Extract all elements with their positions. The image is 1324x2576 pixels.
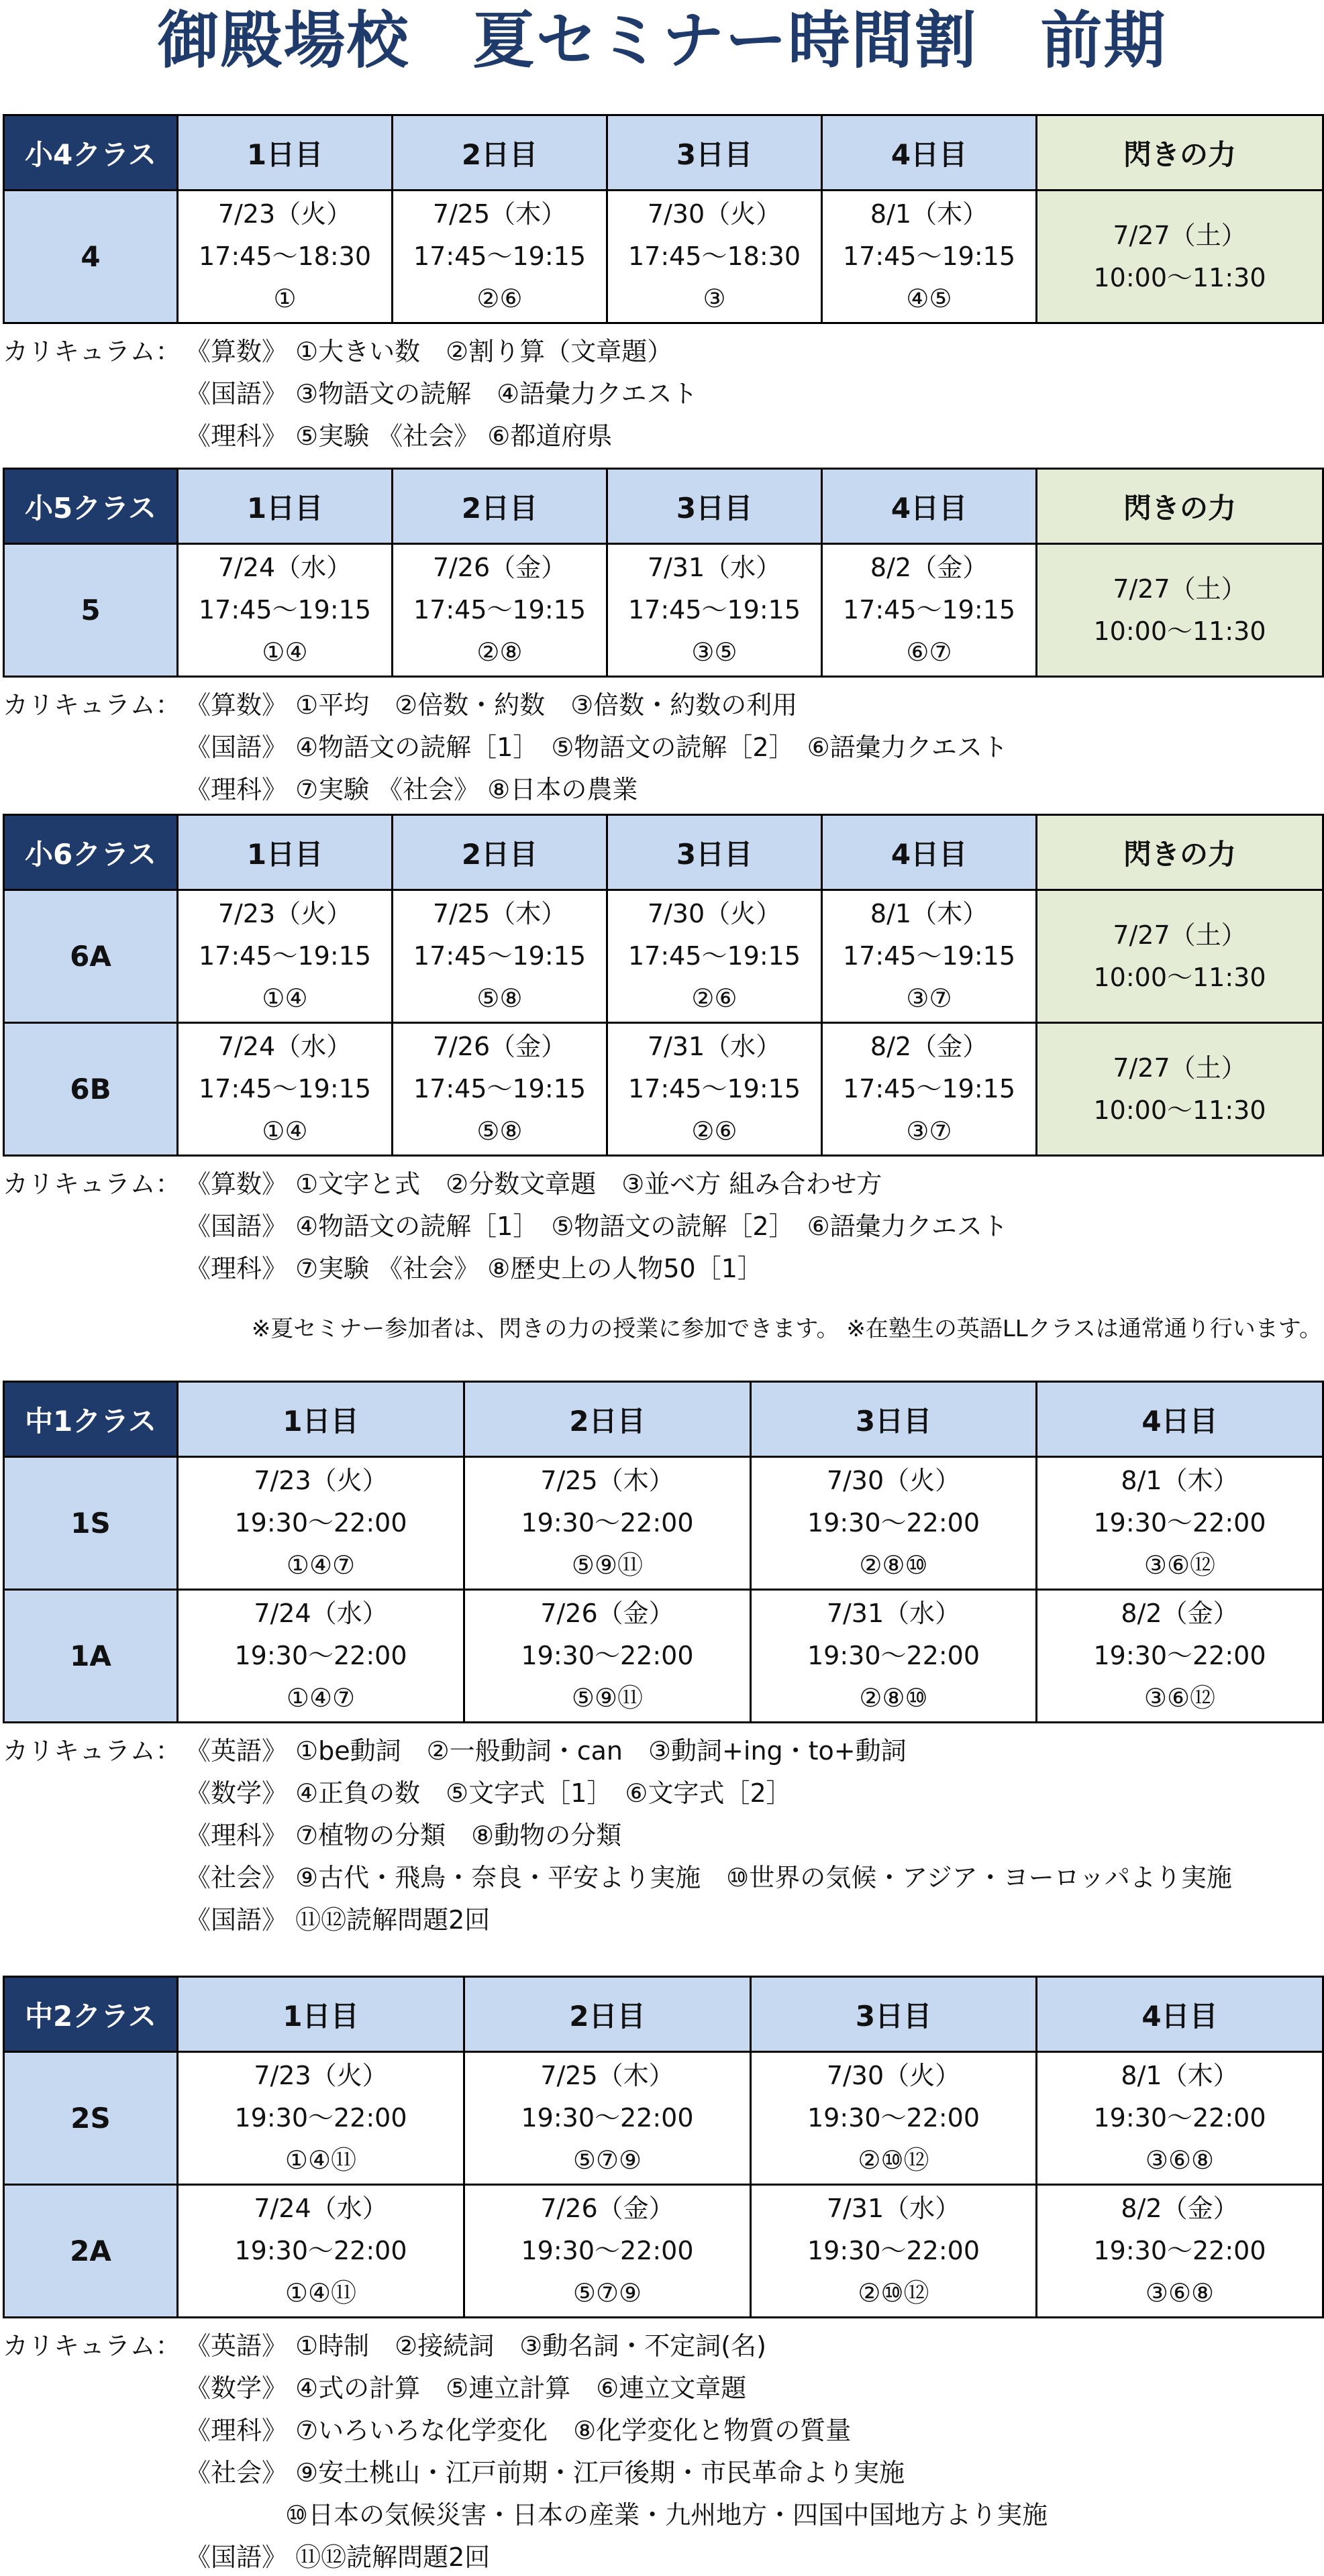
topics: ④⑤ xyxy=(906,284,952,313)
curriculum-line xyxy=(3,2449,1322,2491)
schedule-cell xyxy=(751,2185,1037,2318)
date: 7/26（金） xyxy=(432,1032,567,1061)
time: 10:00～11:30 xyxy=(1093,962,1266,992)
date: 7/24（水） xyxy=(217,1032,352,1061)
time: 19:30～22:00 xyxy=(1093,2236,1266,2265)
day-header: 1日目 xyxy=(178,1977,464,2052)
curriculum-line xyxy=(3,2322,1322,2365)
curriculum-text: 《英語》 ①be動詞 ②一般動詞・can ③動詞+ing・to+動詞 xyxy=(185,1736,907,1766)
date: 7/24（水） xyxy=(254,1599,388,1628)
time: 19:30～22:00 xyxy=(234,2103,407,2133)
topics: ⑤⑧ xyxy=(476,983,523,1013)
flash-cell xyxy=(1037,544,1323,677)
curriculum xyxy=(3,328,1322,455)
day-header: 3日目 xyxy=(751,1382,1037,1457)
schedule-cell xyxy=(178,1590,464,1723)
curriculum-line xyxy=(3,1161,1322,1203)
time: 19:30～22:00 xyxy=(807,1508,980,1538)
topics: ②⑧ xyxy=(476,637,523,667)
day-header: 4日目 xyxy=(1037,1382,1323,1457)
class-name-header: 小6クラス xyxy=(4,815,178,890)
curriculum-line xyxy=(3,1812,1322,1854)
time: 17:45～19:15 xyxy=(198,1074,372,1104)
day-header: 1日目 xyxy=(178,1382,464,1457)
topics: ③⑥⑧ xyxy=(1145,2145,1215,2175)
class-name-header: 小5クラス xyxy=(4,469,178,544)
date: 7/27（土） xyxy=(1113,1053,1247,1083)
time: 19:30～22:00 xyxy=(1093,1508,1266,1538)
curriculum-prefix: カリキュラム： xyxy=(3,1169,181,1199)
curriculum-prefix: カリキュラム： xyxy=(3,1736,181,1766)
topics: ①④⑦ xyxy=(286,1683,356,1713)
topics: ①④⑦ xyxy=(286,1550,356,1580)
curriculum-line xyxy=(3,1727,1322,1770)
schedule-elementary-5 xyxy=(3,468,1322,808)
topics: ③⑥⑫ xyxy=(1143,1683,1216,1713)
date: 7/30（火） xyxy=(647,899,782,928)
day-header: 3日目 xyxy=(607,115,822,191)
schedule-cell xyxy=(393,890,607,1023)
time: 17:45～19:15 xyxy=(198,595,372,625)
curriculum-text: 《数学》 ④式の計算 ⑤連立計算 ⑥連立文章題 xyxy=(185,2373,747,2403)
date: 8/2（金） xyxy=(870,1032,988,1061)
curriculum-text: 《理科》 ⑦実験 《社会》 ⑧歴史上の人物50［1］ xyxy=(185,1254,763,1283)
curriculum-text: 《理科》 ⑦実験 《社会》 ⑧日本の農業 xyxy=(185,775,638,804)
time: 17:45～19:15 xyxy=(627,1074,801,1104)
date: 8/1（木） xyxy=(1121,2061,1239,2090)
date: 7/31（水） xyxy=(826,2194,961,2223)
timetable xyxy=(3,114,1324,324)
date: 7/25（木） xyxy=(432,199,567,229)
time: 17:45～19:15 xyxy=(842,595,1016,625)
row-label: 2S xyxy=(4,2052,178,2185)
curriculum-text: 《国語》 ④物語文の読解［1］ ⑤物語文の読解［2］ ⑥語彙力クエスト xyxy=(185,1212,1008,1241)
time: 19:30～22:00 xyxy=(234,1508,407,1538)
date: 8/1（木） xyxy=(870,899,988,928)
topics: ③⑥⑫ xyxy=(1143,1550,1216,1580)
time: 17:45～19:15 xyxy=(198,941,372,971)
curriculum-line xyxy=(3,413,1322,455)
time: 19:30～22:00 xyxy=(521,2103,694,2133)
day-header: 3日目 xyxy=(751,1977,1037,2052)
topics: ⑤⑦⑨ xyxy=(572,2278,642,2308)
schedule-cell xyxy=(178,191,393,323)
topics: ②⑧⑩ xyxy=(859,1683,928,1713)
schedule-cell xyxy=(1037,2052,1323,2185)
date: 7/23（火） xyxy=(217,899,352,928)
date: 7/23（火） xyxy=(217,199,352,229)
time: 10:00～11:30 xyxy=(1093,262,1266,292)
schedule-cell xyxy=(178,890,393,1023)
topics: ②⑥ xyxy=(691,1116,737,1146)
topics: ① xyxy=(273,284,297,313)
date: 7/26（金） xyxy=(540,2194,674,2223)
curriculum-text: 《英語》 ①時制 ②接続詞 ③動名詞・不定詞(名) xyxy=(185,2331,766,2361)
curriculum-text: 《算数》 ①文字と式 ②分数文章題 ③並べ方 組み合わせ方 xyxy=(185,1169,882,1199)
date: 7/27（土） xyxy=(1113,920,1247,950)
participation-note: ※夏セミナー参加者は、閃きの力の授業に参加できます。 ※在塾生の英語LLクラスは通常通り行います。 xyxy=(251,1316,1322,1342)
curriculum-line xyxy=(3,1770,1322,1812)
time: 17:45～19:15 xyxy=(413,941,587,971)
date: 7/25（木） xyxy=(432,899,567,928)
curriculum-line xyxy=(3,1245,1322,1287)
row-label: 6B xyxy=(4,1023,178,1156)
day-header: 2日目 xyxy=(464,1382,751,1457)
curriculum-line xyxy=(3,1896,1322,1939)
topics: ⑤⑨⑪ xyxy=(571,1683,644,1713)
schedule-cell xyxy=(822,544,1037,677)
schedule-middle-1 xyxy=(3,1381,1322,1939)
schedule-cell xyxy=(464,2185,751,2318)
flash-cell xyxy=(1037,191,1323,323)
topics: ⑤⑦⑨ xyxy=(572,2145,642,2175)
date: 7/25（木） xyxy=(540,1466,674,1495)
topics: ①④ xyxy=(262,983,308,1013)
topics: ②⑥ xyxy=(476,284,523,313)
curriculum-text: 《算数》 ①大きい数 ②割り算（文章題） xyxy=(185,337,673,366)
curriculum-line xyxy=(3,682,1322,724)
timetable xyxy=(3,468,1324,678)
date: 8/1（木） xyxy=(870,199,988,229)
curriculum-text: 《算数》 ①平均 ②倍数・約数 ③倍数・約数の利用 xyxy=(185,690,798,720)
date: 7/31（水） xyxy=(647,553,782,582)
curriculum-line xyxy=(3,1203,1322,1245)
time: 17:45～19:15 xyxy=(413,1074,587,1104)
curriculum-text: 《社会》 ⑨安土桃山・江戸前期・江戸後期・市民革命より実施 xyxy=(185,2458,905,2487)
date: 7/23（火） xyxy=(254,2061,388,2090)
day-header: 2日目 xyxy=(393,115,607,191)
curriculum-text: 《社会》 ⑨古代・飛鳥・奈良・平安より実施 ⑩世界の気候・アジア・ヨーロッパより実施 xyxy=(185,1863,1232,1892)
topics: ⑥⑦ xyxy=(906,637,952,667)
curriculum-prefix: カリキュラム： xyxy=(3,2331,181,2361)
schedule-cell xyxy=(464,1457,751,1590)
curriculum xyxy=(3,1161,1322,1287)
curriculum-line xyxy=(3,766,1322,808)
time: 17:45～19:15 xyxy=(842,941,1016,971)
curriculum xyxy=(3,1727,1322,1939)
schedule-cell xyxy=(822,1023,1037,1156)
curriculum-line xyxy=(3,724,1322,766)
schedule-cell xyxy=(393,1023,607,1156)
schedule-cell xyxy=(464,2052,751,2185)
day-header: 1日目 xyxy=(178,115,393,191)
flash-header: 閃きの力 xyxy=(1037,815,1323,890)
curriculum xyxy=(3,682,1322,808)
day-header: 3日目 xyxy=(607,815,822,890)
schedule-cell xyxy=(822,890,1037,1023)
schedule-cell xyxy=(178,544,393,677)
curriculum-line xyxy=(3,2534,1322,2576)
curriculum-text: 《国語》 ④物語文の読解［1］ ⑤物語文の読解［2］ ⑥語彙力クエスト xyxy=(185,733,1008,762)
date: 7/25（木） xyxy=(540,2061,674,2090)
timetable xyxy=(3,814,1324,1157)
schedule-cell xyxy=(751,2052,1037,2185)
curriculum-line xyxy=(3,370,1322,413)
curriculum-prefix: カリキュラム： xyxy=(3,337,181,366)
topics: ③⑤ xyxy=(691,637,737,667)
date: 7/30（火） xyxy=(647,199,782,229)
date: 8/2（金） xyxy=(1121,2194,1239,2223)
curriculum-line xyxy=(3,2491,1322,2534)
schedule-cell xyxy=(393,544,607,677)
topics: ②⑩⑫ xyxy=(858,2145,929,2175)
time: 17:45～18:30 xyxy=(627,241,801,271)
class-name-header: 小4クラス xyxy=(4,115,178,191)
curriculum-line xyxy=(3,1854,1322,1896)
date: 7/26（金） xyxy=(432,553,567,582)
schedule-elementary-4 xyxy=(3,114,1322,455)
time: 17:45～19:15 xyxy=(842,1074,1016,1104)
flash-header: 閃きの力 xyxy=(1037,115,1323,191)
time: 10:00～11:30 xyxy=(1093,1095,1266,1125)
date: 8/1（木） xyxy=(1121,1466,1239,1495)
topics: ②⑧⑩ xyxy=(859,1550,928,1580)
schedule-cell xyxy=(178,2052,464,2185)
schedule-cell xyxy=(751,1590,1037,1723)
topics: ③⑦ xyxy=(906,1116,952,1146)
row-label: 1S xyxy=(4,1457,178,1590)
time: 10:00～11:30 xyxy=(1093,616,1266,646)
time: 17:45～19:15 xyxy=(842,241,1016,271)
date: 7/26（金） xyxy=(540,1599,674,1628)
time: 19:30～22:00 xyxy=(807,2103,980,2133)
day-header: 4日目 xyxy=(1037,1977,1323,2052)
date: 7/30（火） xyxy=(826,2061,961,2090)
time: 17:45～18:30 xyxy=(198,241,372,271)
flash-cell xyxy=(1037,890,1323,1023)
curriculum-text: 《理科》 ⑦植物の分類 ⑧動物の分類 xyxy=(185,1821,622,1850)
flash-cell xyxy=(1037,1023,1323,1156)
curriculum-text: ⑩日本の気候災害・日本の産業・九州地方・四国中国地方より実施 xyxy=(285,2500,1048,2530)
class-name-header: 中1クラス xyxy=(4,1382,178,1457)
time: 19:30～22:00 xyxy=(521,1508,694,1538)
date: 7/31（水） xyxy=(647,1032,782,1061)
schedule-cell xyxy=(178,1457,464,1590)
time: 17:45～19:15 xyxy=(627,941,801,971)
time: 19:30～22:00 xyxy=(1093,2103,1266,2133)
day-header: 2日目 xyxy=(464,1977,751,2052)
topics: ①④⑪ xyxy=(285,2145,357,2175)
schedule-cell xyxy=(178,2185,464,2318)
schedule-cell xyxy=(393,191,607,323)
schedule-cell xyxy=(607,890,822,1023)
topics: ②⑥ xyxy=(691,983,737,1013)
time: 19:30～22:00 xyxy=(234,1641,407,1670)
topics: ③⑦ xyxy=(906,983,952,1013)
curriculum-text: 《理科》 ⑤実験 《社会》 ⑥都道府県 xyxy=(185,421,613,451)
date: 7/27（土） xyxy=(1113,574,1247,604)
class-name-header: 中2クラス xyxy=(4,1977,178,2052)
row-label: 6A xyxy=(4,890,178,1023)
date: 7/23（火） xyxy=(254,1466,388,1495)
date: 7/30（火） xyxy=(826,1466,961,1495)
schedule-cell xyxy=(178,1023,393,1156)
time: 19:30～22:00 xyxy=(521,1641,694,1670)
schedule-cell xyxy=(1037,1590,1323,1723)
time: 19:30～22:00 xyxy=(807,1641,980,1670)
time: 17:45～19:15 xyxy=(627,595,801,625)
date: 7/27（土） xyxy=(1113,220,1247,250)
schedule-cell xyxy=(607,544,822,677)
schedule-cell xyxy=(1037,1457,1323,1590)
row-label: 2A xyxy=(4,2185,178,2318)
day-header: 3日目 xyxy=(607,469,822,544)
topics: ①④⑪ xyxy=(285,2278,357,2308)
curriculum-text: 《数学》 ④正負の数 ⑤文字式［1］ ⑥文字式［2］ xyxy=(185,1778,792,1808)
curriculum-line xyxy=(3,328,1322,370)
time: 19:30～22:00 xyxy=(1093,1641,1266,1670)
topics: ③⑥⑧ xyxy=(1145,2278,1215,2308)
timetable xyxy=(3,1381,1324,1723)
page-title: 御殿場校 夏セミナー時間割 前期 xyxy=(157,5,1167,76)
topics: ⑤⑨⑪ xyxy=(571,1550,644,1580)
day-header: 2日目 xyxy=(393,815,607,890)
topics: ②⑩⑫ xyxy=(858,2278,929,2308)
flash-header: 閃きの力 xyxy=(1037,469,1323,544)
schedule-middle-2 xyxy=(3,1976,1322,2576)
date: 8/2（金） xyxy=(870,553,988,582)
topics: ⑤⑧ xyxy=(476,1116,523,1146)
time: 19:30～22:00 xyxy=(234,2236,407,2265)
topics: ①④ xyxy=(262,637,308,667)
date: 7/24（水） xyxy=(254,2194,388,2223)
date: 7/31（水） xyxy=(826,1599,961,1628)
curriculum-prefix: カリキュラム： xyxy=(3,690,181,720)
curriculum-line xyxy=(3,2407,1322,2449)
schedule-cell xyxy=(751,1457,1037,1590)
timetable xyxy=(3,1976,1324,2318)
date: 8/2（金） xyxy=(1121,1599,1239,1628)
curriculum-text: 《国語》 ③物語文の読解 ④語彙力クエスト xyxy=(185,379,698,409)
date: 7/24（水） xyxy=(217,553,352,582)
day-header: 4日目 xyxy=(822,115,1037,191)
curriculum-line xyxy=(3,2365,1322,2407)
day-header: 4日目 xyxy=(822,469,1037,544)
day-header: 4日目 xyxy=(822,815,1037,890)
curriculum xyxy=(3,2322,1322,2576)
schedule-cell xyxy=(607,191,822,323)
day-header: 2日目 xyxy=(393,469,607,544)
day-header: 1日目 xyxy=(178,815,393,890)
schedule-elementary-6 xyxy=(3,814,1322,1342)
time: 17:45～19:15 xyxy=(413,241,587,271)
schedule-cell xyxy=(822,191,1037,323)
schedule-cell xyxy=(1037,2185,1323,2318)
schedule-cell xyxy=(607,1023,822,1156)
schedule-cell xyxy=(464,1590,751,1723)
day-header: 1日目 xyxy=(178,469,393,544)
row-label: 4 xyxy=(4,191,178,323)
topics: ①④ xyxy=(262,1116,308,1146)
time: 19:30～22:00 xyxy=(521,2236,694,2265)
time: 17:45～19:15 xyxy=(413,595,587,625)
row-label: 1A xyxy=(4,1590,178,1723)
time: 19:30～22:00 xyxy=(807,2236,980,2265)
topics: ③ xyxy=(703,284,726,313)
curriculum-text: 《理科》 ⑦いろいろな化学変化 ⑧化学変化と物質の質量 xyxy=(185,2416,852,2445)
curriculum-text: 《国語》 ⑪⑫読解問題2回 xyxy=(185,1905,491,1935)
row-label: 5 xyxy=(4,544,178,677)
curriculum-text: 《国語》 ⑪⑫読解問題2回 xyxy=(185,2542,491,2572)
